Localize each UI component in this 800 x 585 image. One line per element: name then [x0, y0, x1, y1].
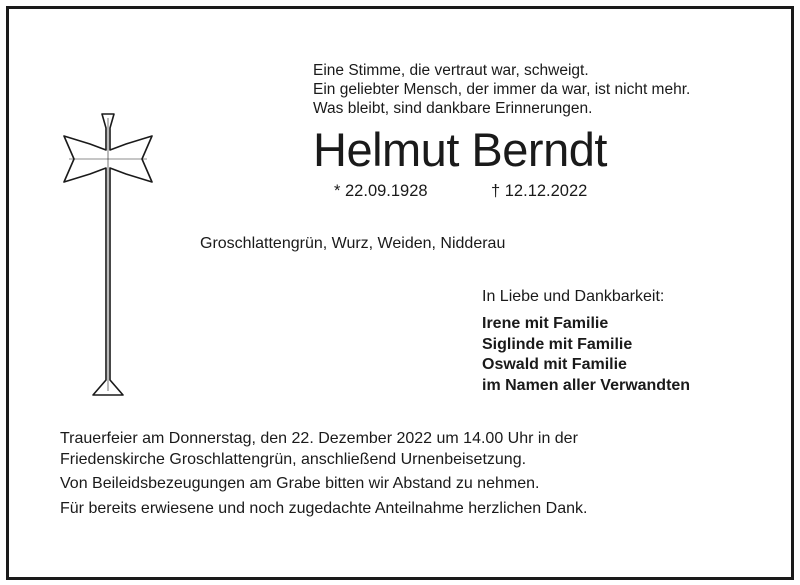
cross-icon: [60, 112, 156, 403]
death-date: † 12.12.2022: [491, 182, 588, 200]
mourner-name: Oswald mit Familie: [482, 356, 627, 373]
closing-line: Von Beileidsbezeugungen am Grabe bitten wir Abstand zu nehmen.: [60, 475, 540, 492]
deceased-name: Helmut Berndt: [313, 123, 607, 176]
mourners: [482, 287, 690, 396]
mourner-name: Siglinde mit Familie: [482, 335, 633, 353]
closing-line: Für bereits erwiesene und noch zugedachte Anteilnahme herzlichen Dank.: [60, 499, 588, 517]
closing-line: Friedenskirche Groschlattengrün, anschließend Urnenbeisetzung.: [60, 450, 527, 468]
poem-line: Ein geliebter Mensch, der immer da war, ist nicht mehr.: [313, 81, 691, 98]
mourner-name: im Namen aller Verwandten: [482, 376, 691, 394]
birth-date: * 22.09.1928: [334, 182, 428, 200]
places: Groschlattengrün, Wurz, Weiden, Nidderau: [200, 235, 506, 252]
poem: [313, 61, 690, 118]
closing-line: Trauerfeier am Donnerstag, den 22. Dezember 2022 um 14.00 Uhr in der: [60, 430, 578, 447]
mourners-intro: In Liebe und Dankbarkeit:: [482, 288, 665, 305]
poem-line: Was bleibt, sind dankbare Erinnerungen.: [313, 100, 593, 117]
poem-line: Eine Stimme, die vertraut war, schweigt.: [313, 62, 589, 79]
closing-text: [60, 429, 587, 519]
mourner-name: Irene mit Familie: [482, 315, 609, 332]
